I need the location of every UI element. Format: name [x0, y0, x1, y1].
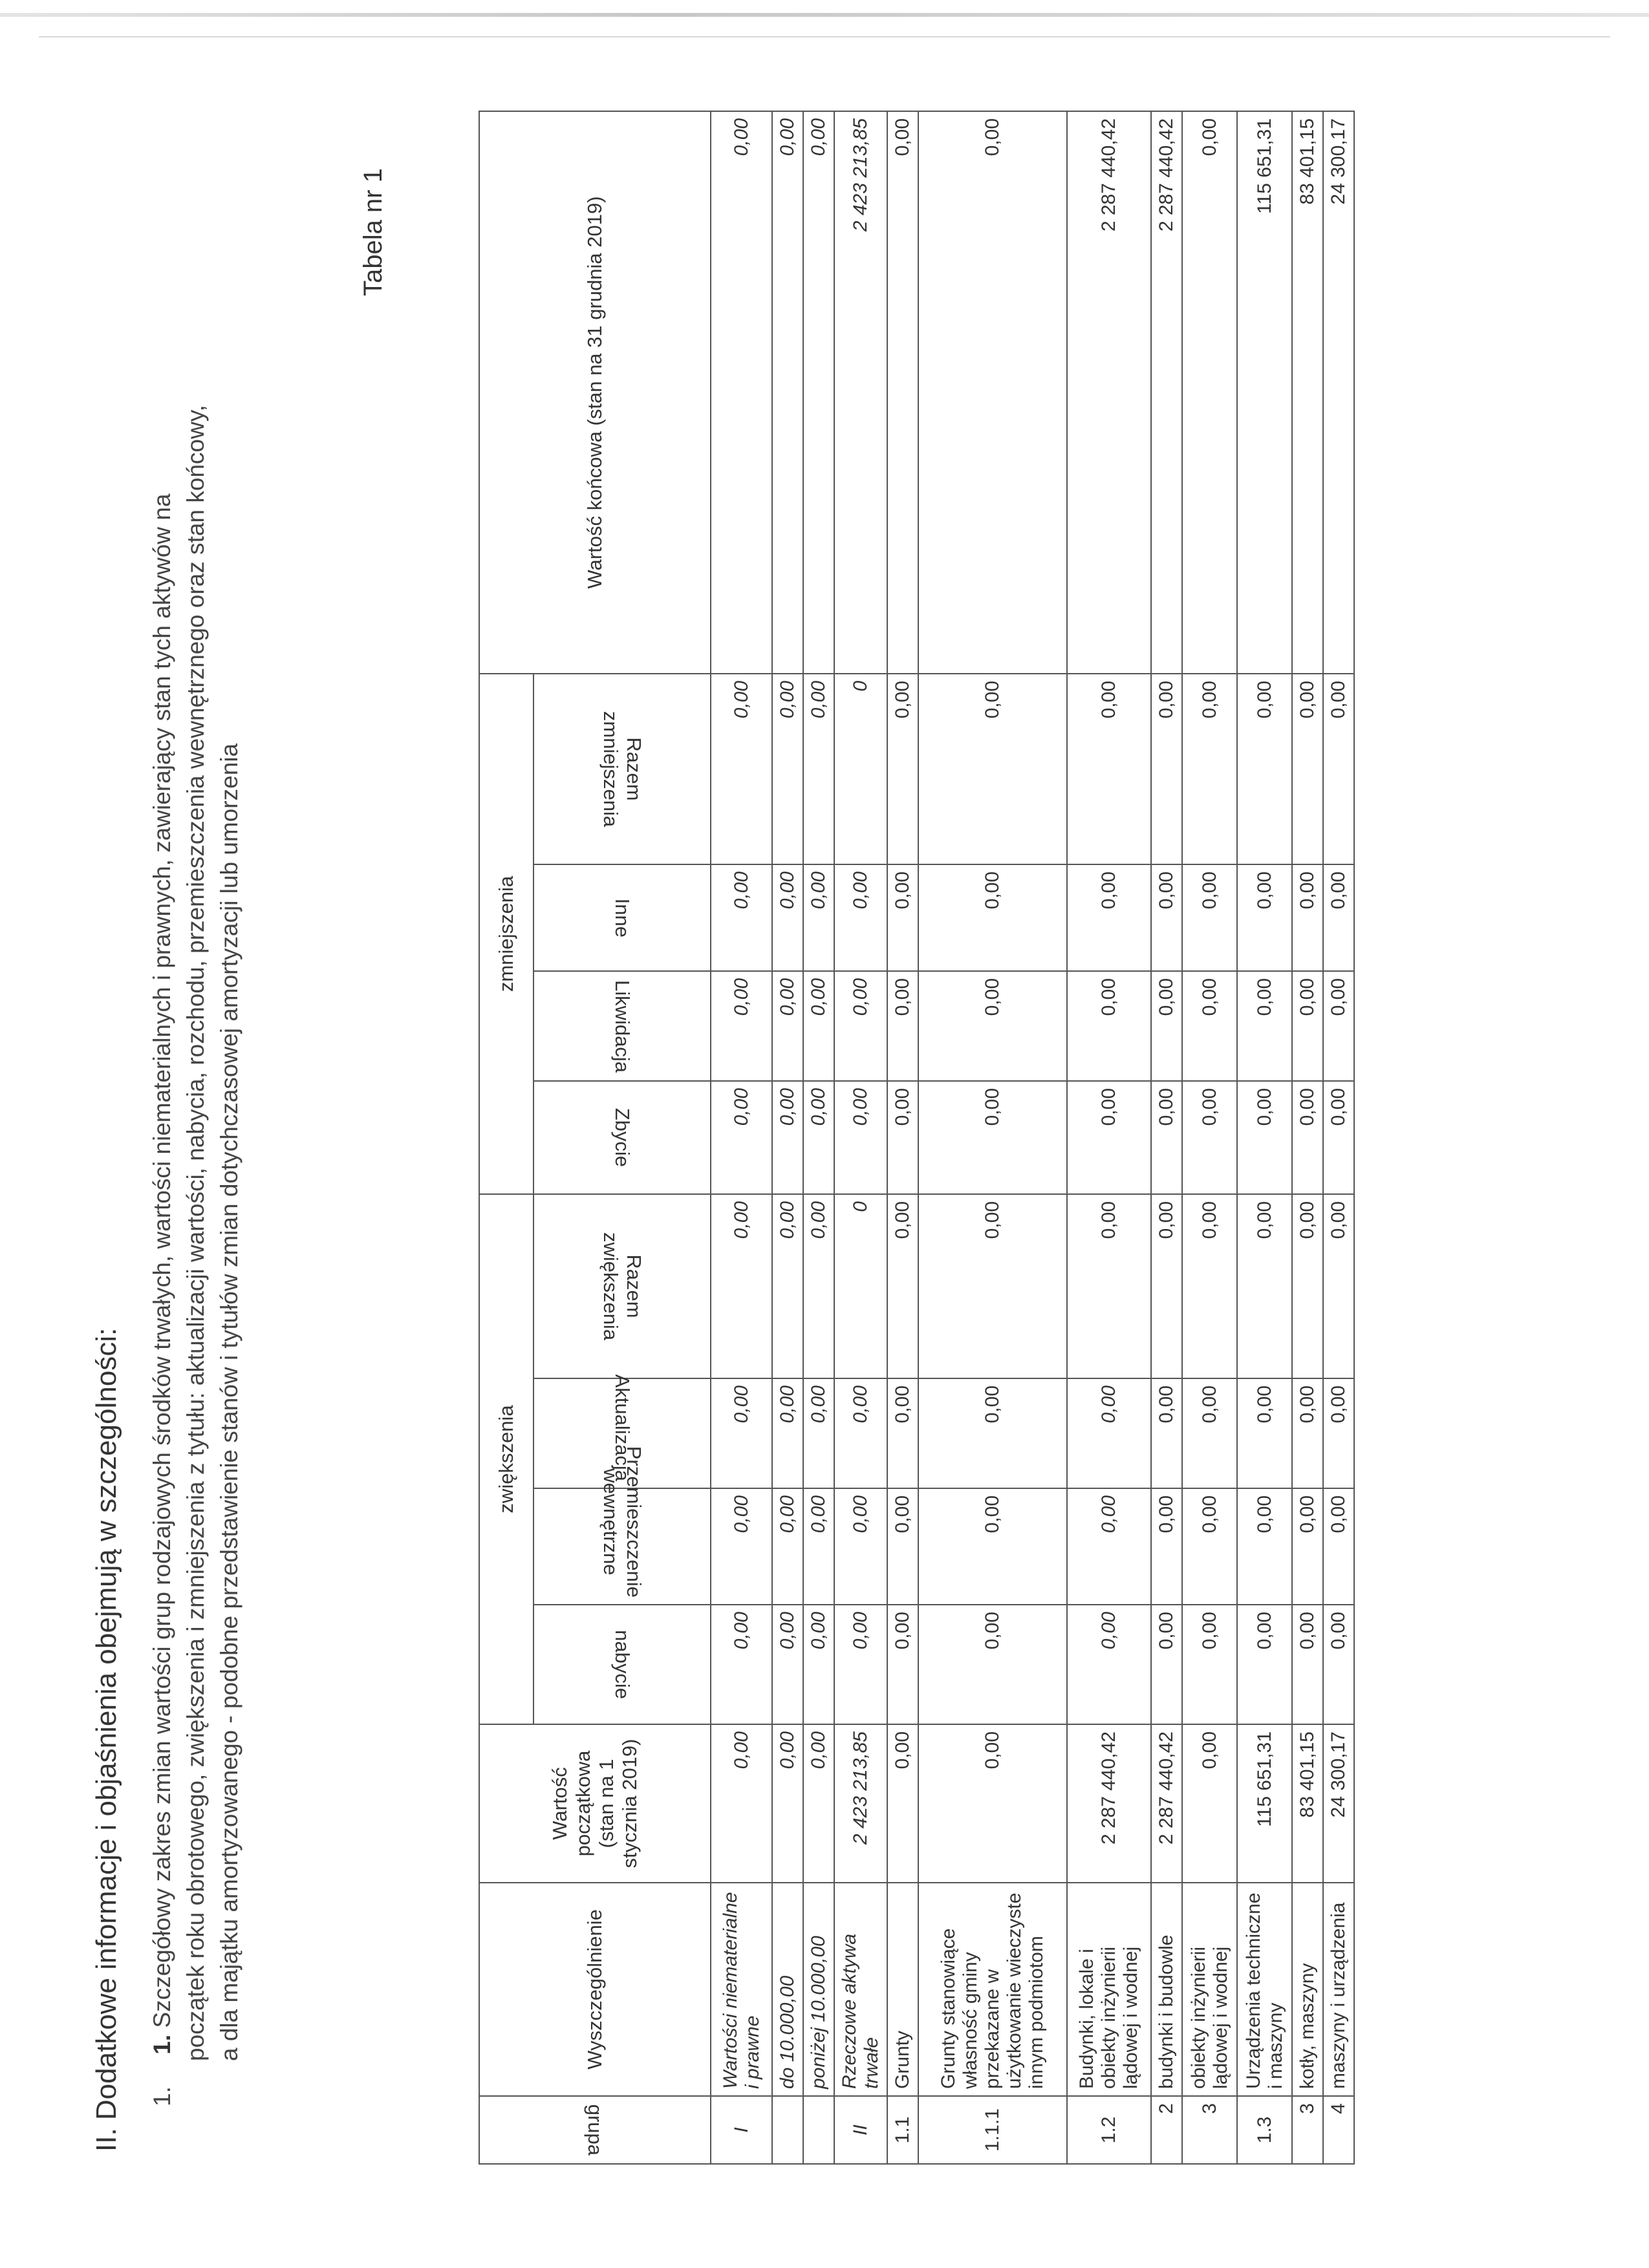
cell-likwidacja: 0,00 — [1323, 971, 1354, 1081]
cell-przemieszczenie: 0,00 — [887, 1488, 918, 1605]
cell-name: budynki i budowle — [1151, 1883, 1182, 2096]
cell-nabycie: 0,00 — [1292, 1605, 1323, 1724]
cell-start: 2 287 440,42 — [1067, 1724, 1151, 1883]
cell-razem-zmniejszenia: 0,00 — [1067, 674, 1151, 864]
cell-inne: 0,00 — [1292, 864, 1323, 971]
cell-razem-zwiekszenia: 0,00 — [1237, 1194, 1292, 1378]
cell-nabycie: 0,00 — [711, 1605, 772, 1724]
cell-zbycie: 0,00 — [1182, 1081, 1237, 1194]
cell-zbycie: 0,00 — [772, 1081, 803, 1194]
cell-aktualizacja: 0,00 — [834, 1378, 887, 1488]
cell-zbycie: 0,00 — [1237, 1081, 1292, 1194]
cell-end: 0,00 — [772, 111, 803, 674]
cell-zbycie: 0,00 — [918, 1081, 1067, 1194]
cell-aktualizacja: 0,00 — [1067, 1378, 1151, 1488]
table-row — [1292, 111, 1323, 2164]
cell-grupa: 2 — [1151, 2096, 1182, 2164]
cell-grupa: 1.1 — [887, 2096, 918, 2164]
cell-razem-zwiekszenia: 0,00 — [1151, 1194, 1182, 1378]
cell-likwidacja: 0,00 — [834, 971, 887, 1081]
cell-start: 2 423 213,85 — [834, 1724, 887, 1883]
cell-start: 115 651,31 — [1237, 1724, 1292, 1883]
cell-razem-zwiekszenia: 0 — [834, 1194, 887, 1378]
cell-aktualizacja: 0,00 — [918, 1378, 1067, 1488]
cell-razem-zmniejszenia: 0,00 — [1182, 674, 1237, 864]
header-wyszczegolnienie: Wyszczególnienie — [479, 1883, 711, 2096]
cell-start: 0,00 — [803, 1724, 834, 1883]
cell-razem-zmniejszenia: 0,00 — [1292, 674, 1323, 864]
cell-likwidacja: 0,00 — [803, 971, 834, 1081]
header-razem-zwiekszenia: Razem zwiększenia — [534, 1194, 711, 1378]
cell-zbycie: 0,00 — [803, 1081, 834, 1194]
cell-razem-zwiekszenia: 0,00 — [803, 1194, 834, 1378]
paragraph-line-2: początek roku obrotowego, zwiększenia i zmniejszenia z tytułu: aktualizacji wartości, nabycia, rozchodu, przemieszczenia wewnętrznego oraz stan końcowy, — [182, 405, 209, 2061]
cell-zbycie: 0,00 — [887, 1081, 918, 1194]
cell-razem-zmniejszenia: 0,00 — [803, 674, 834, 864]
cell-razem-zwiekszenia: 0,00 — [1292, 1194, 1323, 1378]
cell-start: 0,00 — [918, 1724, 1067, 1883]
cell-nabycie: 0,00 — [918, 1605, 1067, 1724]
cell-end: 115 651,31 — [1237, 111, 1292, 674]
cell-inne: 0,00 — [1323, 864, 1354, 971]
cell-razem-zmniejszenia: 0,00 — [1237, 674, 1292, 864]
cell-inne: 0,00 — [887, 864, 918, 971]
cell-nabycie: 0,00 — [1323, 1605, 1354, 1724]
cell-end: 0,00 — [1182, 111, 1237, 674]
cell-nabycie: 0,00 — [887, 1605, 918, 1724]
cell-name: Grunty stanowiące własność gminy przekazane w użytkowanie wieczyste innym podmiotom — [918, 1883, 1067, 2096]
cell-end: 0,00 — [918, 111, 1067, 674]
cell-razem-zwiekszenia: 0,00 — [1067, 1194, 1151, 1378]
cell-name: kotły, maszyny — [1292, 1883, 1323, 2096]
cell-end: 0,00 — [803, 111, 834, 674]
cell-end: 2 423 213,85 — [834, 111, 887, 674]
cell-likwidacja: 0,00 — [1151, 971, 1182, 1081]
cell-aktualizacja: 0,00 — [1237, 1378, 1292, 1488]
cell-likwidacja: 0,00 — [1067, 971, 1151, 1081]
cell-zbycie: 0,00 — [1292, 1081, 1323, 1194]
cell-inne: 0,00 — [1237, 864, 1292, 971]
header-aktualizacja: Aktualizacja — [534, 1378, 711, 1488]
cell-aktualizacja: 0,00 — [1323, 1378, 1354, 1488]
cell-grupa: 1.3 — [1237, 2096, 1292, 2164]
header-nabycie: nabycie — [534, 1605, 711, 1724]
cell-start: 0,00 — [887, 1724, 918, 1883]
cell-razem-zwiekszenia: 0,00 — [918, 1194, 1067, 1378]
cell-razem-zwiekszenia: 0,00 — [711, 1194, 772, 1378]
header-zwiekszenia: zwiększenia — [479, 1194, 534, 1724]
cell-end: 0,00 — [887, 111, 918, 674]
cell-aktualizacja: 0,00 — [803, 1378, 834, 1488]
table-row — [887, 111, 918, 2164]
cell-grupa: I — [711, 2096, 772, 2164]
cell-end: 2 287 440,42 — [1067, 111, 1151, 674]
cell-start: 0,00 — [711, 1724, 772, 1883]
cell-przemieszczenie: 0,00 — [1323, 1488, 1354, 1605]
table-row — [772, 111, 803, 2164]
cell-przemieszczenie: 0,00 — [918, 1488, 1067, 1605]
table-row — [834, 111, 887, 2164]
cell-name: poniżej 10.000,00 — [803, 1883, 834, 2096]
paragraph-lead-number: 1. — [149, 2034, 175, 2055]
cell-razem-zwiekszenia: 0,00 — [887, 1194, 918, 1378]
table-row — [1067, 111, 1151, 2164]
cell-przemieszczenie: 0,00 — [1151, 1488, 1182, 1605]
cell-likwidacja: 0,00 — [1237, 971, 1292, 1081]
cell-nabycie: 0,00 — [1237, 1605, 1292, 1724]
cell-name: Grunty — [887, 1883, 918, 2096]
cell-name: Wartości niematerialne i prawne — [711, 1883, 772, 2096]
header-zmniejszenia: zmniejszenia — [479, 674, 534, 1194]
cell-inne: 0,00 — [918, 864, 1067, 971]
cell-inne: 0,00 — [803, 864, 834, 971]
cell-grupa: 1.1.1 — [918, 2096, 1067, 2164]
cell-razem-zmniejszenia: 0,00 — [1323, 674, 1354, 864]
cell-przemieszczenie: 0,00 — [1292, 1488, 1323, 1605]
cell-likwidacja: 0,00 — [887, 971, 918, 1081]
header-grupa: grupa — [479, 2096, 711, 2164]
cell-name: Urządzenia techniczne i maszyny — [1237, 1883, 1292, 2096]
cell-start: 0,00 — [1182, 1724, 1237, 1883]
header-przemieszczenie: Przemieszczenie wewnętrzne — [534, 1488, 711, 1605]
table-row — [1182, 111, 1237, 2164]
cell-razem-zmniejszenia: 0,00 — [887, 674, 918, 864]
cell-grupa — [803, 2096, 834, 2164]
cell-razem-zmniejszenia: 0 — [834, 674, 887, 864]
cell-nabycie: 0,00 — [1151, 1605, 1182, 1724]
cell-inne: 0,00 — [772, 864, 803, 971]
cell-aktualizacja: 0,00 — [1292, 1378, 1323, 1488]
cell-end: 2 287 440,42 — [1151, 111, 1182, 674]
cell-razem-zmniejszenia: 0,00 — [918, 674, 1067, 864]
table-body — [711, 111, 1354, 2164]
cell-inne: 0,00 — [1182, 864, 1237, 971]
header-zbycie: Zbycie — [534, 1081, 711, 1194]
cell-razem-zwiekszenia: 0,00 — [1182, 1194, 1237, 1378]
cell-aktualizacja: 0,00 — [711, 1378, 772, 1488]
table-row — [711, 111, 772, 2164]
paragraph-line-3: a dla majątku amortyzowanego - podobne przedstawienie stanów i tytułów zmian dotychczasowej amortyzacji lub umorzenia — [216, 743, 242, 2061]
cell-start: 0,00 — [772, 1724, 803, 1883]
cell-inne: 0,00 — [1067, 864, 1151, 971]
cell-przemieszczenie: 0,00 — [1182, 1488, 1237, 1605]
table-row — [918, 111, 1067, 2164]
cell-likwidacja: 0,00 — [711, 971, 772, 1081]
header-wartosc-poczatkowa: Wartość początkowa (stan na 1 stycznia 2019) — [479, 1724, 711, 1883]
cell-razem-zmniejszenia: 0,00 — [711, 674, 772, 864]
cell-razem-zmniejszenia: 0,00 — [772, 674, 803, 864]
section-description — [146, 167, 246, 2106]
cell-grupa: 4 — [1323, 2096, 1354, 2164]
cell-zbycie: 0,00 — [834, 1081, 887, 1194]
cell-zbycie: 0,00 — [711, 1081, 772, 1194]
cell-przemieszczenie: 0,00 — [803, 1488, 834, 1605]
cell-name: maszyny i urządzenia — [1323, 1883, 1354, 2096]
cell-start: 24 300,17 — [1323, 1724, 1354, 1883]
cell-inne: 0,00 — [834, 864, 887, 971]
cell-zbycie: 0,00 — [1151, 1081, 1182, 1194]
cell-name: do 10.000,00 — [772, 1883, 803, 2096]
header-wartosc-koncowa: Wartość końcowa (stan na 31 grudnia 2019) — [479, 111, 711, 674]
table-caption: Tabela nr 1 — [359, 168, 387, 296]
cell-start: 2 287 440,42 — [1151, 1724, 1182, 1883]
cell-razem-zwiekszenia: 0,00 — [772, 1194, 803, 1378]
table-row — [1237, 111, 1292, 2164]
cell-przemieszczenie: 0,00 — [711, 1488, 772, 1605]
paragraph-line-1: Szczegółowy zakres zmian wartości grup rodzajowych środków trwałych, wartości niematerialnych i prawnych, zawierający stan tych aktywów na — [149, 493, 175, 2028]
cell-przemieszczenie: 0,00 — [834, 1488, 887, 1605]
cell-end: 24 300,17 — [1323, 111, 1354, 674]
table-row — [1323, 111, 1354, 2164]
cell-przemieszczenie: 0,00 — [772, 1488, 803, 1605]
header-inne: Inne — [534, 864, 711, 971]
section-number: 1. — [149, 2086, 175, 2106]
cell-likwidacja: 0,00 — [1182, 971, 1237, 1081]
cell-przemieszczenie: 0,00 — [1067, 1488, 1151, 1605]
cell-inne: 0,00 — [1151, 864, 1182, 971]
cell-end: 83 401,15 — [1292, 111, 1323, 674]
cell-grupa: II — [834, 2096, 887, 2164]
cell-inne: 0,00 — [711, 864, 772, 971]
cell-end: 0,00 — [711, 111, 772, 674]
cell-nabycie: 0,00 — [1067, 1605, 1151, 1724]
cell-aktualizacja: 0,00 — [1151, 1378, 1182, 1488]
table-row — [803, 111, 834, 2164]
cell-nabycie: 0,00 — [834, 1605, 887, 1724]
header-likwidacja: Likwidacja — [534, 971, 711, 1081]
cell-zbycie: 0,00 — [1323, 1081, 1354, 1194]
cell-likwidacja: 0,00 — [918, 971, 1067, 1081]
fixed-assets-table — [479, 111, 1355, 2165]
cell-razem-zwiekszenia: 0,00 — [1323, 1194, 1354, 1378]
cell-likwidacja: 0,00 — [1292, 971, 1323, 1081]
cell-aktualizacja: 0,00 — [772, 1378, 803, 1488]
cell-grupa: 1.2 — [1067, 2096, 1151, 2164]
cell-nabycie: 0,00 — [803, 1605, 834, 1724]
table-row — [1151, 111, 1182, 2164]
cell-likwidacja: 0,00 — [772, 971, 803, 1081]
cell-przemieszczenie: 0,00 — [1237, 1488, 1292, 1605]
cell-nabycie: 0,00 — [772, 1605, 803, 1724]
cell-razem-zmniejszenia: 0,00 — [1151, 674, 1182, 864]
section-heading: II. Dodatkowe informacje i objaśnienia obejmują w szczególności: — [91, 1327, 122, 2152]
cell-grupa: 3 — [1292, 2096, 1323, 2164]
cell-aktualizacja: 0,00 — [887, 1378, 918, 1488]
cell-start: 83 401,15 — [1292, 1724, 1323, 1883]
cell-name: Budynki, lokale i obiekty inżynierii lądowej i wodnej — [1067, 1883, 1151, 2096]
cell-aktualizacja: 0,00 — [1182, 1378, 1237, 1488]
cell-zbycie: 0,00 — [1067, 1081, 1151, 1194]
cell-nabycie: 0,00 — [1182, 1605, 1237, 1724]
cell-grupa — [772, 2096, 803, 2164]
header-razem-zmniejszenia: Razem zmniejszenia — [534, 674, 711, 864]
cell-name: obiekty inżynierii lądowej i wodnej — [1182, 1883, 1237, 2096]
cell-grupa: 3 — [1182, 2096, 1237, 2164]
cell-name: Rzeczowe aktywa trwałe — [834, 1883, 887, 2096]
